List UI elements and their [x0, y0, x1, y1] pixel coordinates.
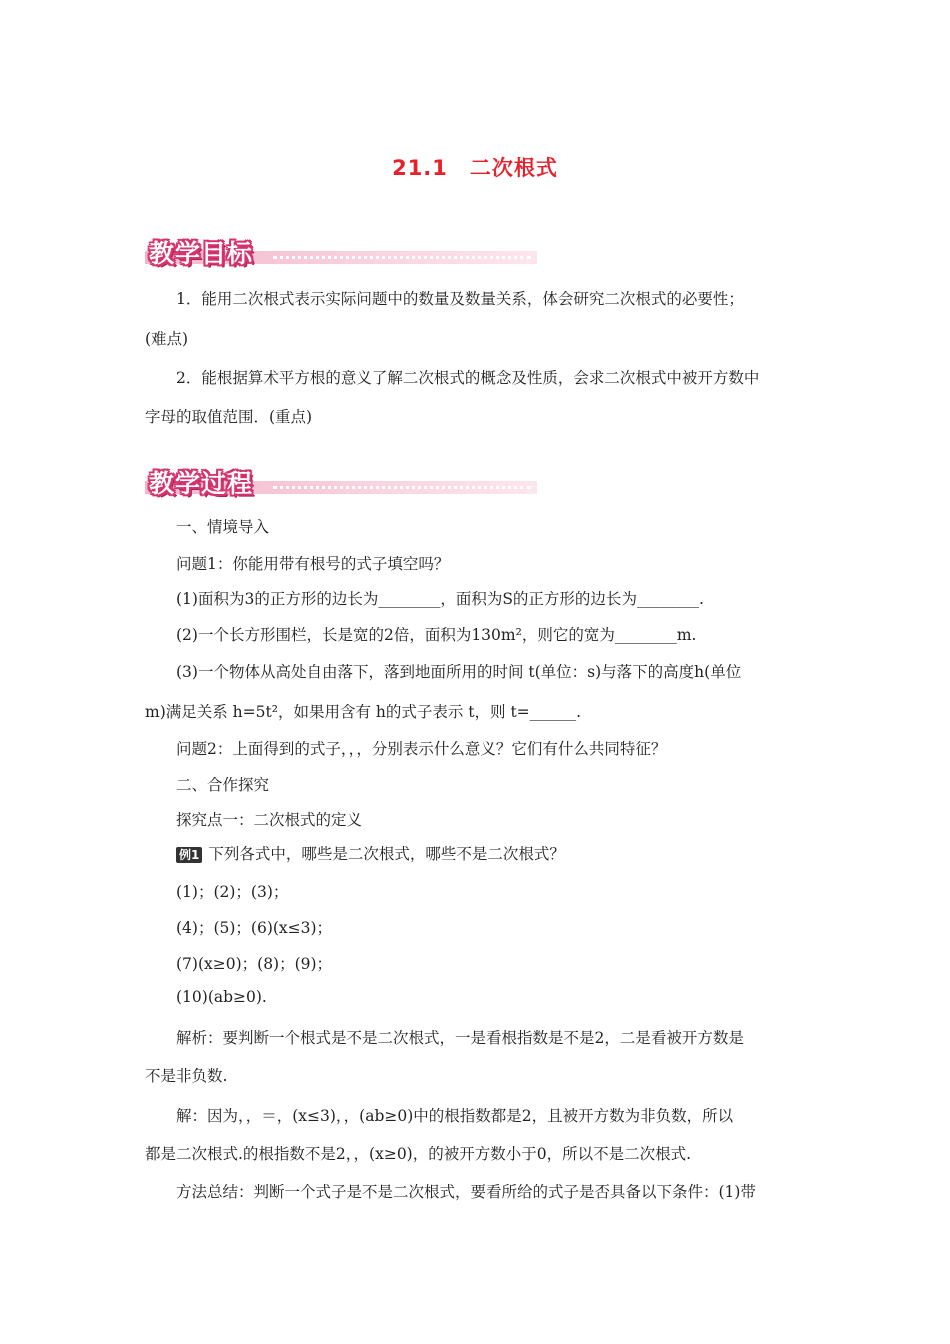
paragraph-line: 不是非负数. [145, 1067, 228, 1085]
paragraph-line: (7)(x≥0)；(8)；(9)； [176, 955, 333, 973]
paragraph-line: (1)面积为3的正方形的边长为________，面积为S的正方形的边长为________. [176, 590, 704, 608]
paragraph-line: 2．能根据算术平方根的意义了解二次根式的概念及性质，会求二次根式中被开方数中 [176, 369, 760, 387]
paragraph-line: m)满足关系 h=5t²，如果用含有 h的式子表示 t，则 t=______. [145, 703, 582, 721]
paragraph-line: 问题2：上面得到的式子，，，分别表示什么意义？它们有什么共同特征？ [176, 740, 667, 758]
paragraph-line: (2)一个长方形围栏，长是宽的2倍，面积为130m²，则它的宽为________m. [176, 626, 697, 644]
paragraph-line: 解析：要判断一个根式是不是二次根式，一是看根指数是不是2，二是看被开方数是 [176, 1029, 744, 1047]
paragraph-line: (3)一个物体从高处自由落下，落到地面所用的时间 t(单位：s)与落下的高度h(单位 [176, 663, 742, 681]
section-title-objectives: 教学目标 [149, 239, 254, 268]
paragraph-line: (10)(ab≥0). [176, 988, 267, 1006]
paragraph-line: (1)；(2)；(3)； [176, 883, 289, 901]
paragraph-line: 解：因为，，＝，(x≤3)，，(ab≥0)中的根指数都是2，且被开方数为非负数，所以 [176, 1107, 734, 1125]
section-title-process: 教学过程 [149, 469, 254, 498]
paragraph-line: 1．能用二次根式表示实际问题中的数量及数量关系，体会研究二次根式的必要性； [176, 290, 744, 308]
section-banner-process [145, 464, 537, 498]
paragraph-line: 问题1：你能用带有根号的式子填空吗？ [176, 555, 450, 573]
paragraph-line: 方法总结：判断一个式子是不是二次根式，要看所给的式子是否具备以下条件：(1)带 [176, 1183, 756, 1201]
paragraph-line: (4)；(5)；(6)(x≤3)； [176, 919, 333, 937]
example-line [145, 842, 844, 864]
paragraph-line: 探究点一：二次根式的定义 [176, 811, 363, 829]
paragraph-line: 都是二次根式.的根指数不是2，，(x≥0)，的被开方数小于0，所以不是二次根式. [145, 1145, 692, 1163]
example-tag: 例1 [176, 847, 202, 863]
page-title: 21.1 二次根式 [392, 156, 558, 180]
example-text: 下列各式中，哪些是二次根式，哪些不是二次根式？ [208, 845, 565, 863]
paragraph-line: (难点) [145, 330, 189, 348]
section-banner-objectives [145, 234, 537, 268]
paragraph-line: 二、合作探究 [176, 776, 270, 794]
paragraph-line: 字母的取值范围．(重点) [145, 408, 313, 426]
paragraph-line: 一、情境导入 [176, 518, 270, 536]
